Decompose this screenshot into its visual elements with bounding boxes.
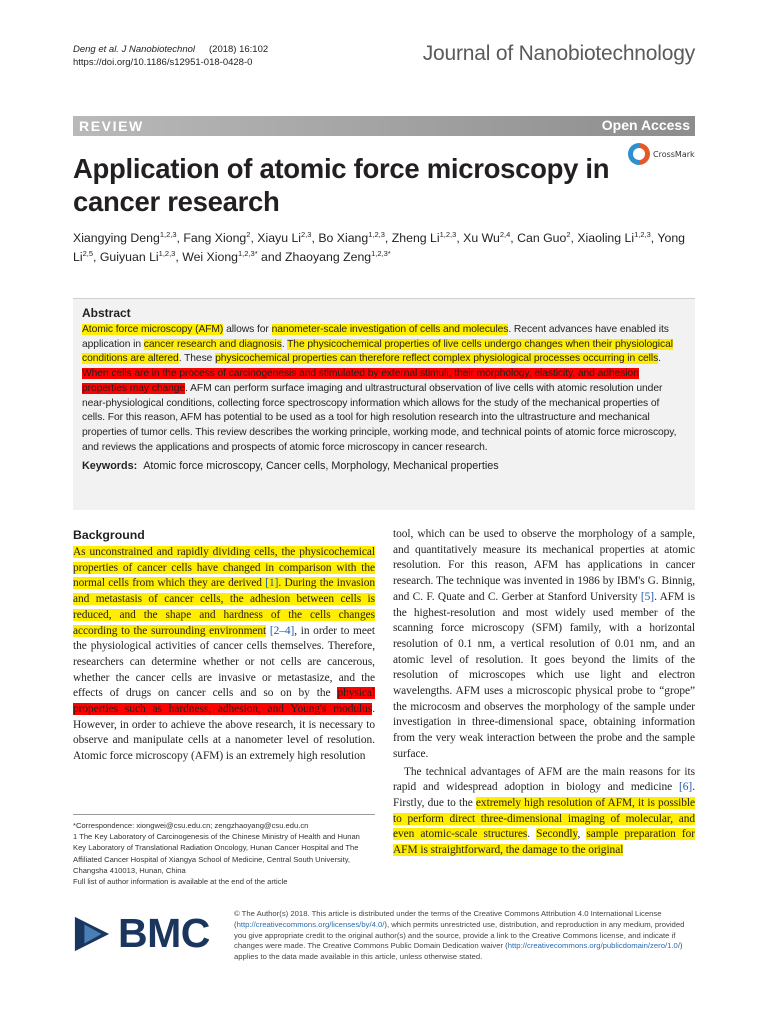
author-separator: , xyxy=(650,231,658,245)
highlighted-text: nanometer-scale investigation of cells and molecules xyxy=(271,324,509,335)
article-title: Application of atomic force microscopy in cancer research xyxy=(73,153,610,217)
author-affiliation: 1,2,3 xyxy=(159,229,177,239)
journal-name: Journal of Nanobiotechnology xyxy=(422,42,695,65)
highlighted-text: As unconstrained and rapidly dividing cells, the physicochemical properties of cancer cells have changed in comparison with the normal cells from which they are derived xyxy=(73,546,375,590)
keywords-label: Keywords: xyxy=(82,460,138,473)
highlighted-text: sample preparation for AFM is straightforward, the damage to the original xyxy=(393,828,695,857)
author-separator: , xyxy=(175,250,183,264)
text-run: , xyxy=(577,828,587,841)
author-name[interactable]: Bo Xiang xyxy=(318,231,369,245)
author-name[interactable]: Xiaoling Li xyxy=(577,231,635,245)
author-affiliation: 1,2,3* xyxy=(371,248,391,258)
section-banner xyxy=(73,116,695,136)
author-affiliation: 2 xyxy=(246,229,251,239)
text-run: . xyxy=(527,828,537,841)
body-paragraph-1 xyxy=(73,545,375,765)
author-separator: , xyxy=(93,250,100,264)
open-access-label: Open Access xyxy=(601,117,690,133)
abstract-heading: Abstract xyxy=(82,306,131,320)
author-affiliation: 1,2,3 xyxy=(158,248,176,258)
highlighted-text: extremely high resolution of AFM, it is possible to perform direct three-dimensional imaging of molecular, and even atomic-scale structures xyxy=(393,796,695,841)
footnotes xyxy=(73,814,375,887)
author-separator: and xyxy=(257,250,285,264)
highlighted-text: Secondly xyxy=(536,828,578,841)
text-run: . xyxy=(658,353,661,365)
license-text-run: © The Author(s) 2018. This article is distributed under the terms of the Creative Commons Attribution 4.0 International License ( xyxy=(234,909,662,929)
author-name[interactable]: Zheng Li xyxy=(391,231,440,245)
text-run: allows for xyxy=(223,324,272,335)
author-info-note: Full list of author information is available at the end of the article xyxy=(73,877,288,887)
author-name[interactable]: Guiyuan Li xyxy=(99,250,159,264)
article-citation xyxy=(73,43,268,69)
text-run: . xyxy=(281,338,288,350)
text-run: . Firstly, due to the xyxy=(393,781,695,809)
text-run: . However, in order to achieve the above research, it is necessary to observe and manipulate cells at a nanometer level of resolution. Atomic force microscopy (AFM) is an extremely high resolution xyxy=(73,703,375,763)
highlighted-text: The physicochemical properties of live cells undergo changes when their physiological conditions are altered xyxy=(82,338,673,365)
author-separator: , xyxy=(311,231,319,245)
author-name[interactable]: Xu Wu xyxy=(463,231,500,245)
citation-authors: Deng et al. J Nanobiotechnol xyxy=(73,44,195,55)
highlighted-text: cancer research and diagnosis xyxy=(143,338,282,350)
author-name[interactable]: Yong Li xyxy=(73,231,686,264)
author-separator: , xyxy=(510,231,518,245)
text-run: . Recent advances have enabled its application in xyxy=(82,324,669,350)
text-run: . These xyxy=(178,353,216,365)
affiliation-note: 1 The Key Laboratory of Carcinogenesis of the Chinese Ministry of Health and Hunan Key Laboratory of Translational Radiation Oncology, Hunan Cancer Hospital and The Affiliated Cancer Hospital of Xiangya School of Medicine, Central South University, Changsha 410013, Hunan, China xyxy=(73,832,360,875)
author-affiliation: 1,2,3 xyxy=(368,229,385,239)
author-separator: , xyxy=(176,231,184,245)
keywords-line xyxy=(82,459,685,473)
text-run: . AFM is the highest-resolution and most widely used member of the scanning force microscopy (SFM) family, with a horizontal resolution of 0.1 nm, a vertical resolution of 0.01 nm, and an atomic level of resolution. It goes beyond the limits of the resolution of microscopes which use light and electron wavelengths. AFM uses a microscopic physical probe to “grope” the microcosm and observes the morphology of the sample under investigation in three-dimensional space, obtaining information from the very weak interaction between the probe and the sample surface. xyxy=(393,590,695,760)
keywords-list: Atomic force microscopy, Cancer cells, Morphology, Mechanical properties xyxy=(143,460,499,473)
section-heading-background: Background xyxy=(73,528,145,542)
bmc-logo-text: BMC xyxy=(118,910,210,956)
license-link[interactable]: http://creativecommons.org/publicdomain/zero/1.0/ xyxy=(507,941,680,951)
author-separator: , xyxy=(384,231,392,245)
bmc-logo-icon xyxy=(73,915,111,953)
publisher-logo[interactable] xyxy=(73,910,210,957)
author-separator: , xyxy=(456,231,464,245)
citation-year-volume: (2018) 16:102 xyxy=(209,44,269,55)
author-affiliation: 1,2,3 xyxy=(634,229,651,239)
crossmark-label: CrossMark xyxy=(653,149,695,159)
body-column-left xyxy=(73,527,375,765)
author-affiliation: 2,4 xyxy=(499,229,511,239)
abstract-text xyxy=(82,323,685,455)
text-run: The technical advantages of AFM are the main reasons for its rapid and widespread adoption in biology and medicine xyxy=(393,765,695,794)
author-name[interactable]: Xiayu Li xyxy=(257,231,302,245)
author-affiliation: 1,2,3* xyxy=(238,248,258,258)
author-name[interactable]: Zhaoyang Zeng xyxy=(284,250,372,264)
author-affiliation: 2,3 xyxy=(301,229,312,239)
crossmark-icon xyxy=(628,143,650,165)
author-affiliation: 1,2,3 xyxy=(439,229,457,239)
highlighted-text: physical properties such as hardness, adhesion, and Young's modulus xyxy=(73,687,375,716)
license-text-run: ) applies to the data made available in this article, unless otherwise stated. xyxy=(234,941,683,962)
text-run: , in order to meet the physiological activities of cancer cells themselves. Therefore, researchers can determine whether or not cells are cancerous, whether the cancer cells are invasive or metastasize, and the effects of drugs on cancer cells and so on by the xyxy=(73,624,375,700)
citation-link[interactable]: [5] xyxy=(640,590,655,603)
author-name[interactable]: Xiangying Deng xyxy=(73,231,160,245)
text-run: tool, which can be used to observe the morphology of a sample, and quantitatively measure its mechanical properties at atomic resolution. For this reason, AFM has applications in cancer research. The technique was invented in 1986 by IBM's G. Binnig, and C. F. Quate and C. Gerber at Stanford University xyxy=(393,528,695,603)
author-list xyxy=(73,229,693,267)
body-column-right xyxy=(393,527,695,859)
citation-link[interactable]: [1] xyxy=(265,577,279,590)
abstract-box xyxy=(73,298,695,510)
author-affiliation: 2,5 xyxy=(82,248,94,258)
highlighted-text: Atomic force microscopy (AFM) xyxy=(82,324,224,335)
highlighted-text: When cells are in the process of carcinogenesis and stimulated by external stimuli, their morphology, elasticity, and adhesion properties may change xyxy=(82,368,639,394)
article-type-label: REVIEW xyxy=(79,118,144,134)
doi-link[interactable]: https://doi.org/10.1186/s12951-018-0428-0 xyxy=(73,57,253,68)
citation-link[interactable]: [2–4] xyxy=(269,624,295,637)
body-paragraph-2 xyxy=(393,527,695,763)
text-run: . AFM can perform surface imaging and ultrastructural observation of live cells with atomic resolution under near-physiological conditions, collecting force spectroscopy information which allows for the study of the mechanical properties of cells. For this reason, AFM has potential to be used as a tool for high resolution research into the ultrastructure and mechanical properties of tumor cells. This review describes the working principle, working mode, and technical points of atomic force microscopy, and reviews the applications and prospects of atomic force microscopy in cancer research. xyxy=(82,382,677,453)
correspondence-note: *Correspondence: xiongwei@csu.edu.cn; zengzhaoyang@csu.edu.cn xyxy=(73,821,309,830)
author-separator: , xyxy=(250,231,258,245)
author-name[interactable]: Fang Xiong xyxy=(183,231,247,245)
license-text xyxy=(234,909,695,963)
author-name[interactable]: Can Guo xyxy=(517,231,567,245)
license-link[interactable]: http://creativecommons.org/licenses/by/4.0/ xyxy=(236,919,385,929)
crossmark-badge[interactable] xyxy=(628,143,695,165)
author-separator: , xyxy=(570,231,578,245)
highlighted-text: physicochemical properties can therefore reflect complex physiological processes occurring in cells xyxy=(215,353,659,365)
highlighted-text: . During the invasion and metastasis of cancer cells, the adhesion between cells is reduced, and the shape and hardness of the cells changes according to the surrounding environment xyxy=(73,577,375,637)
author-affiliation: 2 xyxy=(566,229,571,239)
author-name[interactable]: Wei Xiong xyxy=(182,250,239,264)
citation-link[interactable]: [6] xyxy=(679,781,693,794)
license-text-run: ), which permits unrestricted use, distribution, and reproduction in any medium, provided you give appropriate credit to the original author(s) and the source, provide a link to the Creative Commons license, and indicate if changes were made. The Creative Commons Public Domain Dedication waiver ( xyxy=(234,919,685,951)
body-paragraph-3 xyxy=(393,765,695,859)
